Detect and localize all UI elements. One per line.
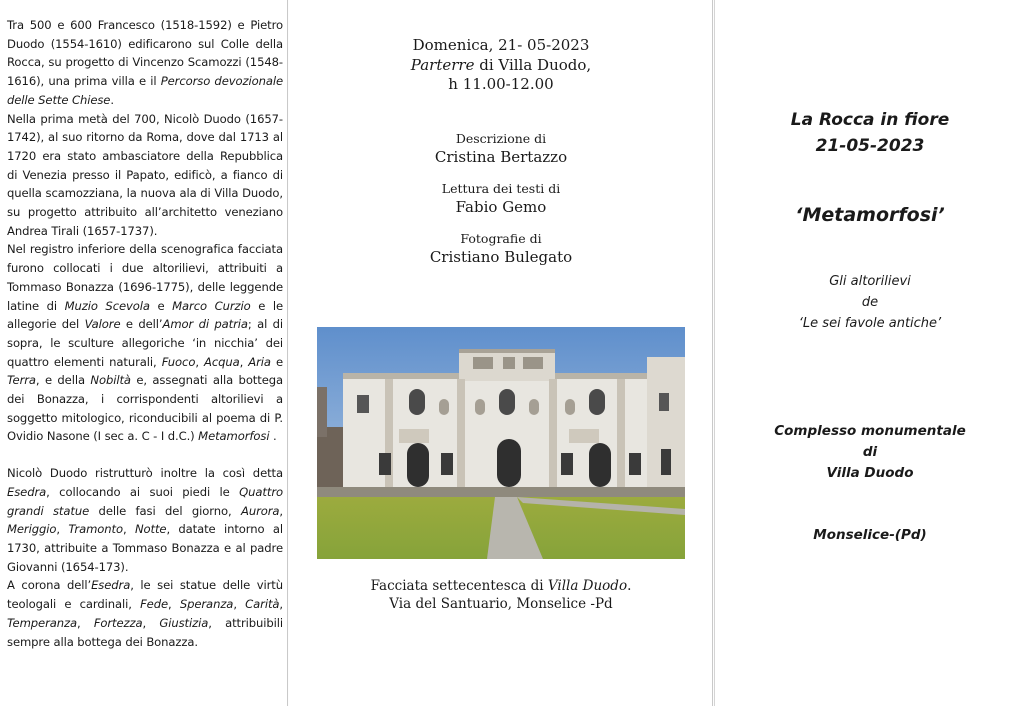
- text-run: , collocando ai suoi piedi le: [46, 484, 240, 499]
- text-run: Nicolò Duodo ristrutturò inoltre la così detta: [7, 466, 283, 481]
- italic-term: Amor di patria: [162, 317, 248, 332]
- event-title-date: 21-05-2023: [815, 136, 925, 156]
- credit-label-description: Descrizione di: [455, 131, 547, 146]
- credit-name-description: Cristina Bertazzo: [434, 148, 568, 166]
- villa-facade-photo: [317, 327, 685, 559]
- paragraph-spacer: [7, 446, 283, 464]
- text-run: ,: [168, 597, 180, 612]
- text-run: ,: [76, 615, 94, 630]
- text-run: .: [269, 429, 277, 444]
- italic-term: Quattro grandi statue: [7, 484, 283, 518]
- photo-caption: [289, 577, 713, 613]
- italic-term: Notte: [134, 522, 167, 537]
- italic-term: Speranza: [179, 597, 234, 612]
- text-run: ,: [233, 597, 246, 612]
- italic-term: Terra: [7, 373, 36, 388]
- credit-label-reading: Lettura dei testi di: [441, 181, 561, 196]
- event-time: h 11.00-12.00: [448, 75, 554, 93]
- text-run: A corona dell’: [7, 578, 92, 593]
- description-line2: de: [861, 295, 879, 310]
- text-run: Nella prima metà del 700, Nicolò Duodo (1657-1742), al suo ritorno da Roma, dove dal 1713 al 1720 era stato ambasciatore della Repubblica di Venezia presso il Papato, edificò, a fianco di quella scamozziana, la nuova ala di Villa Duodo, su progetto attribuito all’architetto veneziano Andrea Tirali (1657-1737).: [7, 111, 283, 238]
- text-run: ,: [195, 354, 204, 369]
- text-run: e, assegnati alla bottega dei Bonazza, i corrispondenti altorilievi a soggetto mitologico, riconducibili al poema di P. Ovidio Nasone (I sec a. C - I d.C.): [7, 373, 283, 444]
- italic-term: Nobiltà: [90, 373, 131, 388]
- event-info: [289, 36, 713, 95]
- description-line3: ‘Le sei favole antiche’: [798, 316, 942, 331]
- text-run: e: [149, 298, 173, 313]
- history-text: [7, 16, 283, 651]
- monument-name: [715, 421, 1024, 484]
- text-run: e dell’: [120, 317, 163, 332]
- italic-term: Percorso devozionale delle Sette Chiese: [7, 74, 283, 107]
- text-run: , e della: [35, 373, 91, 388]
- text-run: , attribuibili sempre alla bottega dei Bonazza.: [7, 615, 284, 649]
- text-run: ,: [279, 503, 284, 518]
- italic-term: Aurora: [241, 503, 280, 518]
- text-run: e le allegorie del: [7, 298, 284, 332]
- event-date: Domenica, 21- 05-2023: [412, 36, 590, 54]
- italic-term: Marco Curzio: [172, 298, 251, 313]
- left-panel: [0, 0, 288, 706]
- text-run: Nel registro inferiore della scenografica facciata furono collocati i due altorilievi, attribuiti a Tommaso Bonazza (1696-1775), delle leggende latine di: [7, 242, 283, 313]
- event-title: [715, 107, 1024, 159]
- text-run: ,: [122, 522, 135, 537]
- history-paragraph-3: [7, 240, 283, 446]
- text-run: ,: [239, 354, 249, 369]
- monument-line3: Villa Duodo: [826, 465, 914, 481]
- italic-term: Fede: [140, 597, 168, 612]
- italic-term: Muzio Scevola: [64, 298, 150, 313]
- italic-term: Fuoco: [161, 354, 196, 369]
- credit-name-photos: Cristiano Bulegato: [429, 248, 573, 266]
- text-run: ,: [279, 597, 283, 612]
- text-run: Tra 500 e 600 Francesco (1518-1592) e Pietro Duodo (1554-1610) edificarono sul Colle della Rocca, su progetto di Vincenzo Scamozzi (1548-1616), una prima villa e il: [7, 18, 283, 89]
- text-run: ,: [56, 522, 69, 537]
- text-run: ,: [142, 615, 160, 630]
- credit-label-photos: Fotografie di: [460, 231, 542, 246]
- text-run: e: [270, 354, 284, 369]
- event-venue-rest: di Villa Duodo,: [474, 55, 592, 74]
- monument-line1: Complesso monumentale: [774, 423, 966, 439]
- caption-villa-name: Villa Duodo: [547, 578, 628, 594]
- italic-term: Tramonto: [68, 522, 123, 537]
- caption-prefix: Facciata settecentesca di: [370, 578, 548, 594]
- italic-term: Giustizia: [159, 615, 209, 630]
- italic-term: Carità: [245, 597, 280, 612]
- italic-term: Aria: [248, 354, 271, 369]
- caption-line-2: Via del Santuario, Monselice -Pd: [389, 596, 613, 612]
- italic-term: Metamorfosi: [198, 429, 270, 444]
- event-location: Monselice-(Pd): [813, 527, 927, 543]
- history-paragraph-5: [7, 576, 283, 651]
- italic-term: Meriggio: [7, 522, 57, 537]
- italic-term: Esedra: [7, 484, 47, 499]
- italic-term: Fortezza: [93, 615, 143, 630]
- italic-term: Valore: [84, 317, 121, 332]
- history-paragraph-1: [7, 16, 283, 110]
- credits: [289, 131, 713, 281]
- text-run: ; al di sopra, le sculture allegoriche ‘in nicchia’ dei quattro elementi naturali,: [7, 317, 284, 369]
- text-run: , le sei statue delle virtù teologali e cardinali,: [7, 578, 283, 612]
- history-paragraph-2: [7, 110, 283, 241]
- caption-line-1: [289, 577, 713, 595]
- text-run: delle fasi del giorno,: [89, 503, 241, 518]
- description-line1: Gli altorilievi: [829, 274, 911, 289]
- text-run: .: [110, 92, 114, 107]
- italic-term: Esedra: [91, 578, 131, 593]
- history-paragraph-4: [7, 464, 283, 576]
- text-run: , datate intorno al 1730, attribuite a Tommaso Bonazza e al padre Giovanni (1654-173).: [7, 522, 283, 574]
- event-venue-italic: Parterre: [410, 55, 475, 74]
- italic-term: Acqua: [203, 354, 240, 369]
- event-venue: [289, 56, 713, 76]
- monument-line2: di: [862, 444, 878, 460]
- right-panel: [714, 0, 1024, 706]
- italic-term: Temperanza: [7, 615, 77, 630]
- event-title-line1: La Rocca in fiore: [790, 110, 950, 130]
- middle-panel: [289, 0, 713, 706]
- event-description: [715, 271, 1024, 334]
- caption-suffix: .: [627, 578, 632, 594]
- credit-name-reading: Fabio Gemo: [455, 198, 547, 216]
- event-subtitle: ‘Metamorfosi’: [795, 204, 945, 226]
